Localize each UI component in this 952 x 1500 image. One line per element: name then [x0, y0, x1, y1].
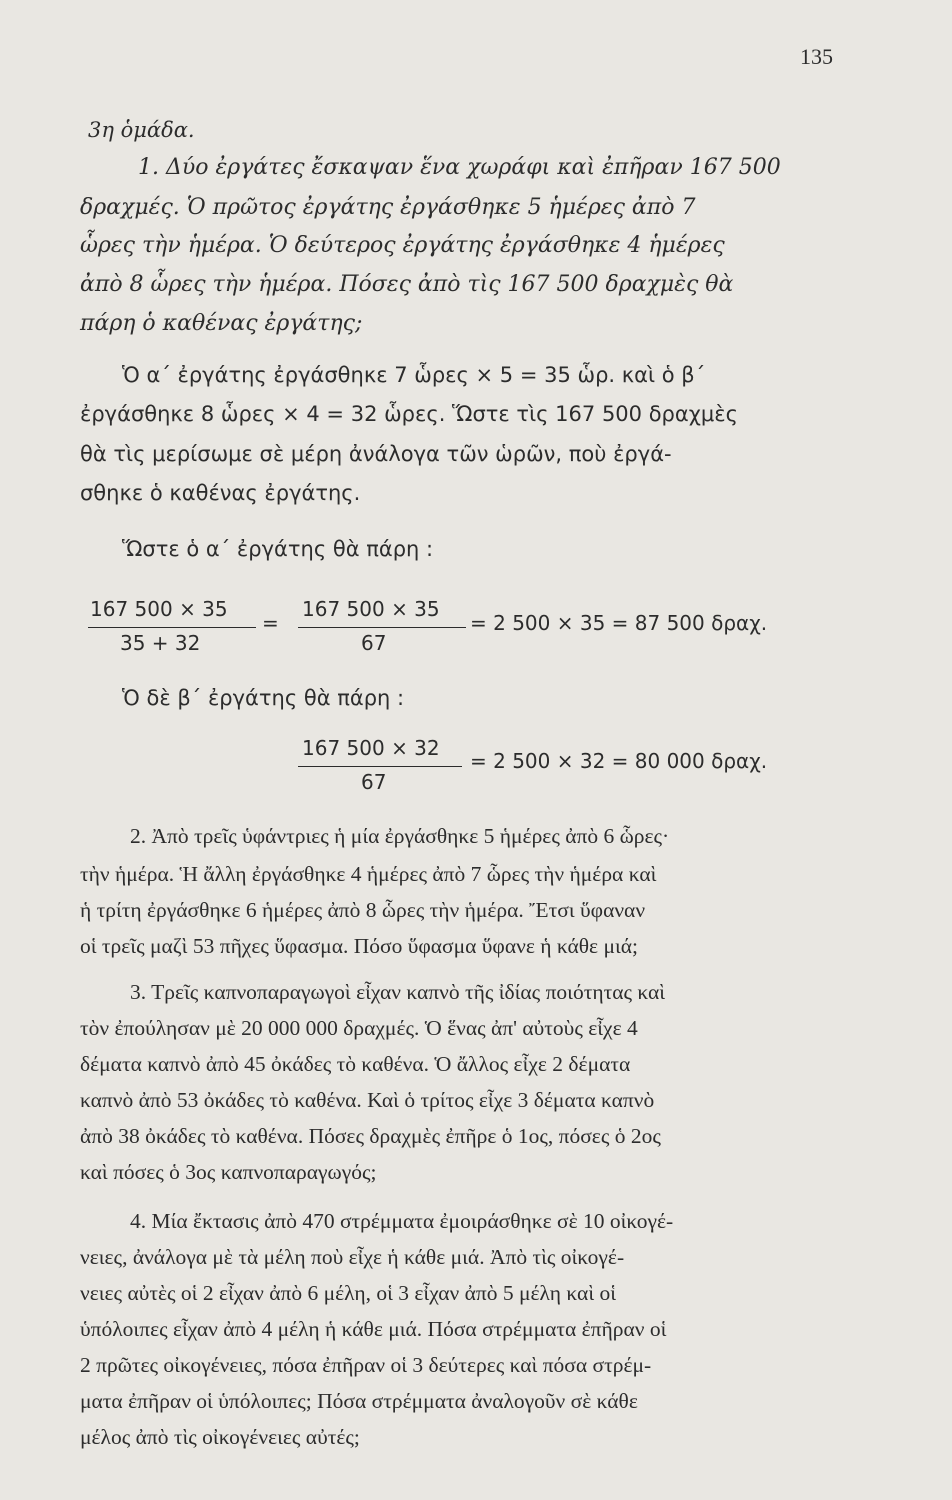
problem-1-line: ὧρες τὴν ἡμέρα. Ὁ δεύτερος ἐργάτης ἐργάσθηκε 4 ἡμέρες — [80, 233, 725, 258]
problem-2-line: τὴν ἡμέρα. Ἡ ἄλλη ἐργάσθηκε 4 ἡμέρες ἀπὸ 7 ὧρες τὴν ἡμέρα καὶ — [80, 862, 657, 886]
problem-4-line: μέλος ἀπὸ τὶς οἰκογένειες αὐτές; — [80, 1425, 360, 1449]
first-worker-intro: Ὥστε ὁ α΄ ἐργάτης θὰ πάρη : — [122, 537, 434, 561]
problem-1-line: 1. Δύο ἐργάτες ἔσκαψαν ἕνα χωράφι καὶ ἐπῆραν 167 500 — [138, 155, 781, 180]
problem-1-line: ἀπὸ 8 ὧρες τὴν ἡμέρα. Πόσες ἀπὸ τὶς 167 500 δραχμὲς θὰ — [80, 272, 734, 297]
problem-4-line: ὑπόλοιπες εἶχαν ἀπὸ 4 μέλη ἡ κάθε μιά. Πόσα στρέμματα ἐπῆραν οἱ — [80, 1317, 667, 1341]
solution-line: ἐργάσθηκε 8 ὧρες × 4 = 32 ὧρες. Ὥστε τὶς 167 500 δραχμὲς — [80, 402, 738, 426]
problem-3-line: τὸν ἐπούλησαν μὲ 20 000 000 δραχμές. Ὁ ἕνας ἀπ' αὐτοὺς εἶχε 4 — [80, 1016, 638, 1040]
solution-line: Ὁ α΄ ἐργάτης ἐργάσθηκε 7 ὧρες × 5 = 35 ὧρ. καὶ ὁ β΄ — [122, 363, 706, 387]
problem-4-line: 4. Μία ἔκτασις ἀπὸ 470 στρέμματα ἐμοιράσθηκε σὲ 10 οἰκογέ- — [130, 1209, 674, 1233]
fraction-denominator: 67 — [361, 631, 387, 655]
fraction-denominator: 35 + 32 — [120, 631, 201, 655]
solution-line: σθηκε ὁ καθένας ἐργάτης. — [80, 481, 361, 505]
fraction-numerator: 167 500 × 35 — [302, 597, 440, 621]
problem-2-line: οἱ τρεῖς μαζὶ 53 πῆχες ὕφασμα. Πόσο ὕφασμα ὕφανε ἡ κάθε μιά; — [80, 934, 639, 958]
second-worker-intro: Ὁ δὲ β΄ ἐργάτης θὰ πάρη : — [122, 686, 405, 710]
fraction-numerator: 167 500 × 32 — [302, 736, 440, 760]
solution-line: θὰ τὶς μερίσωμε σὲ μέρη ἀνάλογα τῶν ὡρῶν, ποὺ ἐργά- — [80, 442, 672, 466]
fraction-numerator: 167 500 × 35 — [90, 597, 228, 621]
problem-1-line: πάρη ὁ καθένας ἐργάτης; — [80, 311, 363, 336]
problem-4-line: νειες, ἀνάλογα μὲ τὰ μέλη ποὺ εἶχε ἡ κάθε μιά. Ἀπὸ τὶς οἰκογέ- — [80, 1245, 625, 1269]
group-title: 3η ὁμάδα. — [88, 118, 195, 142]
problem-3-line: καπνὸ ἀπὸ 53 ὀκάδες τὸ καθένα. Καὶ ὁ τρίτος εἶχε 3 δέματα καπνὸ — [80, 1088, 655, 1112]
equation-result: = 2 500 × 32 = 80 000 δραχ. — [470, 749, 768, 773]
problem-3-line: ἀπὸ 38 ὀκάδες τὸ καθένα. Πόσες δραχμὲς ἐπῆρε ὁ 1ος, πόσες ὁ 2ος — [80, 1124, 661, 1148]
equation-result: = 2 500 × 35 = 87 500 δραχ. — [470, 611, 768, 635]
page-number: 135 — [800, 44, 833, 69]
problem-3-line: καὶ πόσες ὁ 3ος καπνοπαραγωγός; — [80, 1160, 377, 1184]
problem-2-line: ἡ τρίτη ἐργάσθηκε 6 ἡμέρες ἀπὸ 8 ὧρες τὴν ἡμέρα. Ἔτσι ὕφαναν — [80, 898, 646, 922]
problem-1-line: δραχμές. Ὁ πρῶτος ἐργάτης ἐργάσθηκε 5 ἡμέρες ἀπὸ 7 — [80, 195, 696, 220]
problem-4-line: ματα ἐπῆραν οἱ ὑπόλοιπες; Πόσα στρέμματα ἀναλογοῦν σὲ κάθε — [80, 1389, 638, 1413]
fraction-bar — [298, 766, 462, 767]
fraction-bar — [88, 627, 256, 628]
problem-3-line: 3. Τρεῖς καπνοπαραγωγοὶ εἶχαν καπνὸ τῆς ἰδίας ποιότητας καὶ — [130, 980, 666, 1004]
fraction-bar — [298, 627, 466, 628]
problem-4-line: νειες αὐτὲς οἱ 2 εἶχαν ἀπὸ 6 μέλη, οἱ 3 εἶχαν ἀπὸ 5 μέλη καὶ οἱ — [80, 1281, 617, 1305]
problem-4-line: 2 πρῶτες οἰκογένειες, πόσα ἐπῆραν οἱ 3 δεύτερες καὶ πόσα στρέμ- — [80, 1353, 652, 1377]
problem-2-line: 2. Ἀπὸ τρεῖς ὑφάντριες ἡ μία ἐργάσθηκε 5 ἡμέρες ἀπὸ 6 ὧρες· — [130, 824, 670, 848]
problem-3-line: δέματα καπνὸ ἀπὸ 45 ὀκάδες τὸ καθένα. Ὁ ἄλλος εἶχε 2 δέματα — [80, 1052, 631, 1076]
fraction-denominator: 67 — [361, 770, 387, 794]
equals-sign: = — [262, 611, 279, 635]
